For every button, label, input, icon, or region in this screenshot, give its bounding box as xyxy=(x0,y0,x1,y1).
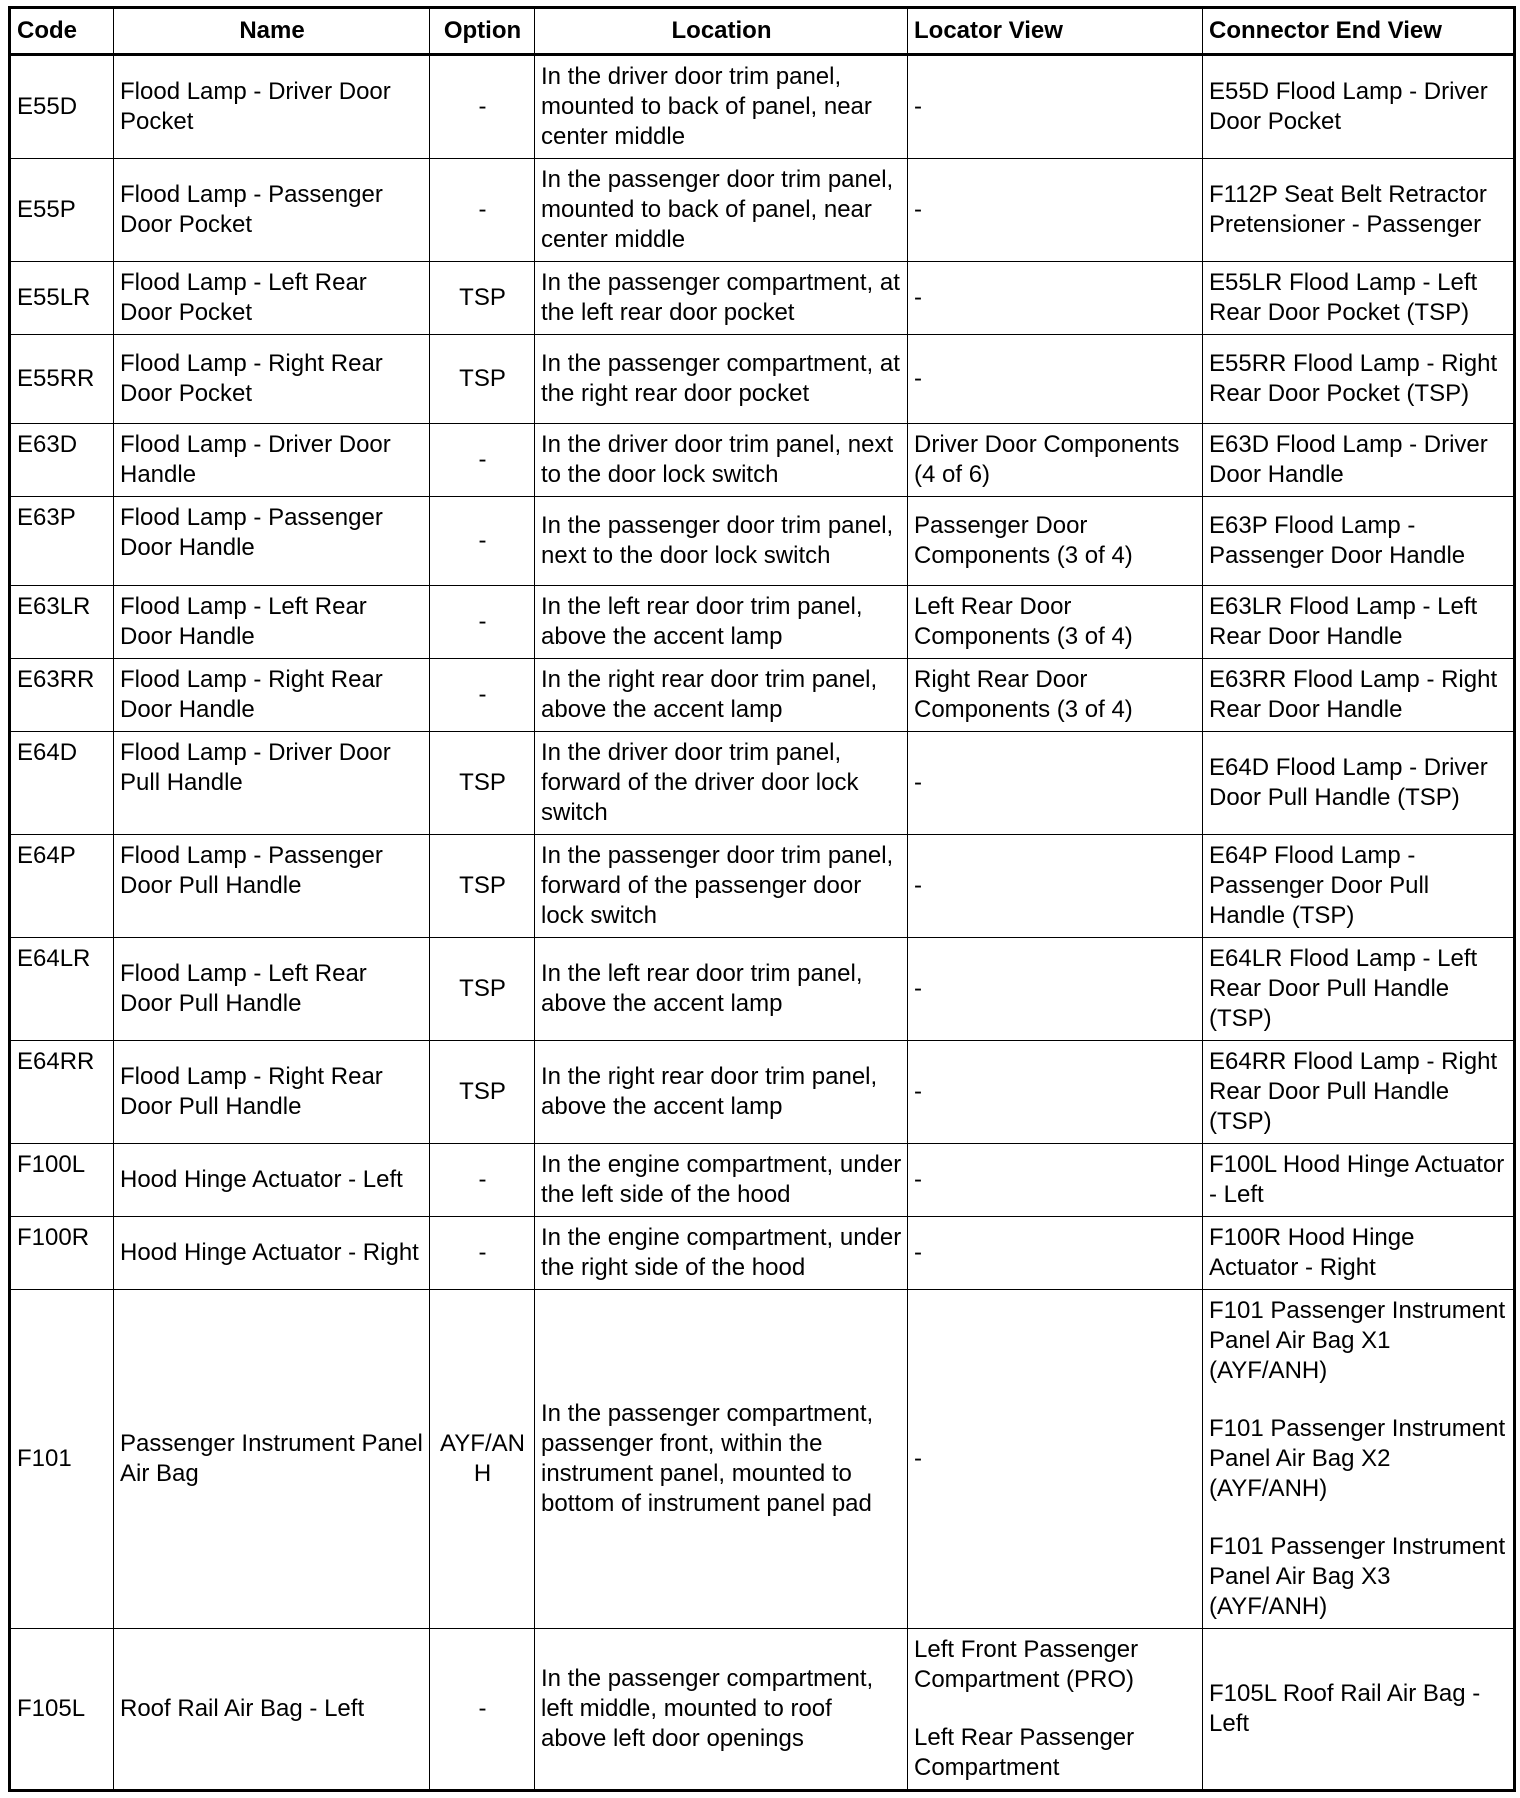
cell-option: AYF/ANH xyxy=(430,1290,535,1629)
cell-option: TSP xyxy=(430,938,535,1041)
cell-code: F100L xyxy=(10,1144,114,1217)
cell-location: In the driver door trim panel, next to the door lock switch xyxy=(535,424,908,497)
cell-code: E63D xyxy=(10,424,114,497)
cell-connector-end-view: E63P Flood Lamp - Passenger Door Handle xyxy=(1203,497,1515,586)
table-row xyxy=(10,497,1515,586)
cell-code: E64RR xyxy=(10,1041,114,1144)
cell-code: F101 xyxy=(10,1290,114,1629)
cell-code: E64D xyxy=(10,732,114,835)
cell-location: In the passenger door trim panel, mounted to back of panel, near center middle xyxy=(535,159,908,262)
header-locator-view: Locator View xyxy=(908,8,1203,55)
cell-connector-end-view: E55D Flood Lamp - Driver Door Pocket xyxy=(1203,55,1515,159)
cell-connector-end-view: F112P Seat Belt Retractor Pretensioner - Passenger xyxy=(1203,159,1515,262)
cell-locator-view: - xyxy=(908,159,1203,262)
table-row xyxy=(10,262,1515,335)
header-connector-end-view: Connector End View xyxy=(1203,8,1515,55)
connector-end-view-entry: F101 Passenger Instrument Panel Air Bag X3 (AYF/ANH) xyxy=(1209,1533,1506,1620)
table-row xyxy=(10,1144,1515,1217)
cell-name: Flood Lamp - Right Rear Door Pocket xyxy=(114,335,430,424)
cell-code: E55RR xyxy=(10,335,114,424)
cell-name: Flood Lamp - Passenger Door Pocket xyxy=(114,159,430,262)
cell-code: E63LR xyxy=(10,586,114,659)
table-row xyxy=(10,1290,1515,1629)
cell-option: - xyxy=(430,55,535,159)
cell-name: Flood Lamp - Left Rear Door Pocket xyxy=(114,262,430,335)
cell-name: Flood Lamp - Right Rear Door Pull Handle xyxy=(114,1041,430,1144)
header-option: Option xyxy=(430,8,535,55)
cell-location: In the left rear door trim panel, above the accent lamp xyxy=(535,586,908,659)
cell-location: In the driver door trim panel, mounted to back of panel, near center middle xyxy=(535,55,908,159)
cell-location: In the left rear door trim panel, above the accent lamp xyxy=(535,938,908,1041)
cell-connector-end-view: F100L Hood Hinge Actuator - Left xyxy=(1203,1144,1515,1217)
cell-locator-view: - xyxy=(908,1290,1203,1629)
cell-locator-view: Driver Door Components (4 of 6) xyxy=(908,424,1203,497)
cell-option: - xyxy=(430,424,535,497)
cell-code: E64P xyxy=(10,835,114,938)
cell-connector-end-view: E55RR Flood Lamp - Right Rear Door Pocket (TSP) xyxy=(1203,335,1515,424)
header-code: Code xyxy=(10,8,114,55)
table-row xyxy=(10,732,1515,835)
cell-option: - xyxy=(430,1217,535,1290)
cell-location: In the passenger door trim panel, next to the door lock switch xyxy=(535,497,908,586)
cell-connector-end-view: F100R Hood Hinge Actuator - Right xyxy=(1203,1217,1515,1290)
cell-locator-view: - xyxy=(908,1217,1203,1290)
cell-locator-view: - xyxy=(908,938,1203,1041)
component-locator-page xyxy=(8,6,1513,1792)
cell-location: In the driver door trim panel, forward of the driver door lock switch xyxy=(535,732,908,835)
cell-location: In the passenger door trim panel, forward of the passenger door lock switch xyxy=(535,835,908,938)
cell-connector-end-view: E64LR Flood Lamp - Left Rear Door Pull Handle (TSP) xyxy=(1203,938,1515,1041)
header-name: Name xyxy=(114,8,430,55)
cell-option: - xyxy=(430,586,535,659)
cell-locator-view: - xyxy=(908,732,1203,835)
cell-name: Flood Lamp - Left Rear Door Handle xyxy=(114,586,430,659)
component-locator-table xyxy=(8,6,1516,1792)
table-row xyxy=(10,335,1515,424)
cell-code: E63RR xyxy=(10,659,114,732)
table-row xyxy=(10,1629,1515,1791)
table-row xyxy=(10,586,1515,659)
connector-end-view-entry: F101 Passenger Instrument Panel Air Bag X2 (AYF/ANH) xyxy=(1209,1415,1506,1502)
cell-locator-view: Left Rear Door Components (3 of 4) xyxy=(908,586,1203,659)
cell-connector-end-view: E64P Flood Lamp - Passenger Door Pull Handle (TSP) xyxy=(1203,835,1515,938)
cell-option: TSP xyxy=(430,732,535,835)
connector-end-view-entry: F101 Passenger Instrument Panel Air Bag X1 (AYF/ANH) xyxy=(1209,1297,1506,1384)
cell-locator-view: Right Rear Door Components (3 of 4) xyxy=(908,659,1203,732)
cell-option: - xyxy=(430,659,535,732)
cell-connector-end-view: E55LR Flood Lamp - Left Rear Door Pocket (TSP) xyxy=(1203,262,1515,335)
cell-name: Flood Lamp - Driver Door Pocket xyxy=(114,55,430,159)
cell-locator-view: Passenger Door Components (3 of 4) xyxy=(908,497,1203,586)
cell-code: F100R xyxy=(10,1217,114,1290)
locator-view-entry: Left Front Passenger Compartment (PRO) xyxy=(914,1636,1139,1693)
cell-name: Roof Rail Air Bag - Left xyxy=(114,1629,430,1791)
cell-location: In the passenger compartment, passenger front, within the instrument panel, mounted to bottom of instrument panel pad xyxy=(535,1290,908,1629)
cell-option: TSP xyxy=(430,262,535,335)
table-row xyxy=(10,1041,1515,1144)
header-location: Location xyxy=(535,8,908,55)
cell-option: TSP xyxy=(430,1041,535,1144)
cell-name: Flood Lamp - Right Rear Door Handle xyxy=(114,659,430,732)
cell-location: In the right rear door trim panel, above the accent lamp xyxy=(535,659,908,732)
cell-connector-end-view: E63RR Flood Lamp - Right Rear Door Handle xyxy=(1203,659,1515,732)
cell-location: In the passenger compartment, left middle, mounted to roof above left door openings xyxy=(535,1629,908,1791)
cell-name: Flood Lamp - Passenger Door Pull Handle xyxy=(114,835,430,938)
locator-view-entry: Left Rear Passenger Compartment xyxy=(914,1724,1135,1781)
cell-option: - xyxy=(430,159,535,262)
cell-code: E64LR xyxy=(10,938,114,1041)
cell-locator-view: - xyxy=(908,262,1203,335)
table-header-row xyxy=(10,8,1515,55)
cell-location: In the right rear door trim panel, above the accent lamp xyxy=(535,1041,908,1144)
cell-connector-end-view: F105L Roof Rail Air Bag - Left xyxy=(1203,1629,1515,1791)
cell-location: In the engine compartment, under the left side of the hood xyxy=(535,1144,908,1217)
cell-connector-end-view: E63D Flood Lamp - Driver Door Handle xyxy=(1203,424,1515,497)
table-row xyxy=(10,1217,1515,1290)
table-row xyxy=(10,159,1515,262)
cell-locator-view: - xyxy=(908,335,1203,424)
cell-code: E63P xyxy=(10,497,114,586)
cell-code: F105L xyxy=(10,1629,114,1791)
table-row xyxy=(10,424,1515,497)
table-row xyxy=(10,55,1515,159)
cell-locator-view: - xyxy=(908,1041,1203,1144)
cell-connector-end-view: E64RR Flood Lamp - Right Rear Door Pull Handle (TSP) xyxy=(1203,1041,1515,1144)
cell-name: Flood Lamp - Driver Door Handle xyxy=(114,424,430,497)
cell-location: In the passenger compartment, at the right rear door pocket xyxy=(535,335,908,424)
cell-name: Flood Lamp - Passenger Door Handle xyxy=(114,497,430,586)
cell-name: Hood Hinge Actuator - Right xyxy=(114,1217,430,1290)
cell-connector-end-view xyxy=(1203,1290,1515,1629)
cell-connector-end-view: E63LR Flood Lamp - Left Rear Door Handle xyxy=(1203,586,1515,659)
cell-name: Passenger Instrument Panel Air Bag xyxy=(114,1290,430,1629)
cell-option: - xyxy=(430,1144,535,1217)
cell-code: E55LR xyxy=(10,262,114,335)
cell-location: In the passenger compartment, at the left rear door pocket xyxy=(535,262,908,335)
cell-option: TSP xyxy=(430,835,535,938)
cell-code: E55P xyxy=(10,159,114,262)
cell-location: In the engine compartment, under the right side of the hood xyxy=(535,1217,908,1290)
cell-option: - xyxy=(430,497,535,586)
cell-locator-view xyxy=(908,1629,1203,1791)
cell-name: Flood Lamp - Left Rear Door Pull Handle xyxy=(114,938,430,1041)
cell-connector-end-view: E64D Flood Lamp - Driver Door Pull Handle (TSP) xyxy=(1203,732,1515,835)
table-row xyxy=(10,938,1515,1041)
cell-locator-view: - xyxy=(908,1144,1203,1217)
cell-code: E55D xyxy=(10,55,114,159)
cell-name: Hood Hinge Actuator - Left xyxy=(114,1144,430,1217)
table-row xyxy=(10,835,1515,938)
cell-name: Flood Lamp - Driver Door Pull Handle xyxy=(114,732,430,835)
cell-option: - xyxy=(430,1629,535,1791)
cell-locator-view: - xyxy=(908,835,1203,938)
table-row xyxy=(10,659,1515,732)
cell-locator-view: - xyxy=(908,55,1203,159)
cell-option: TSP xyxy=(430,335,535,424)
